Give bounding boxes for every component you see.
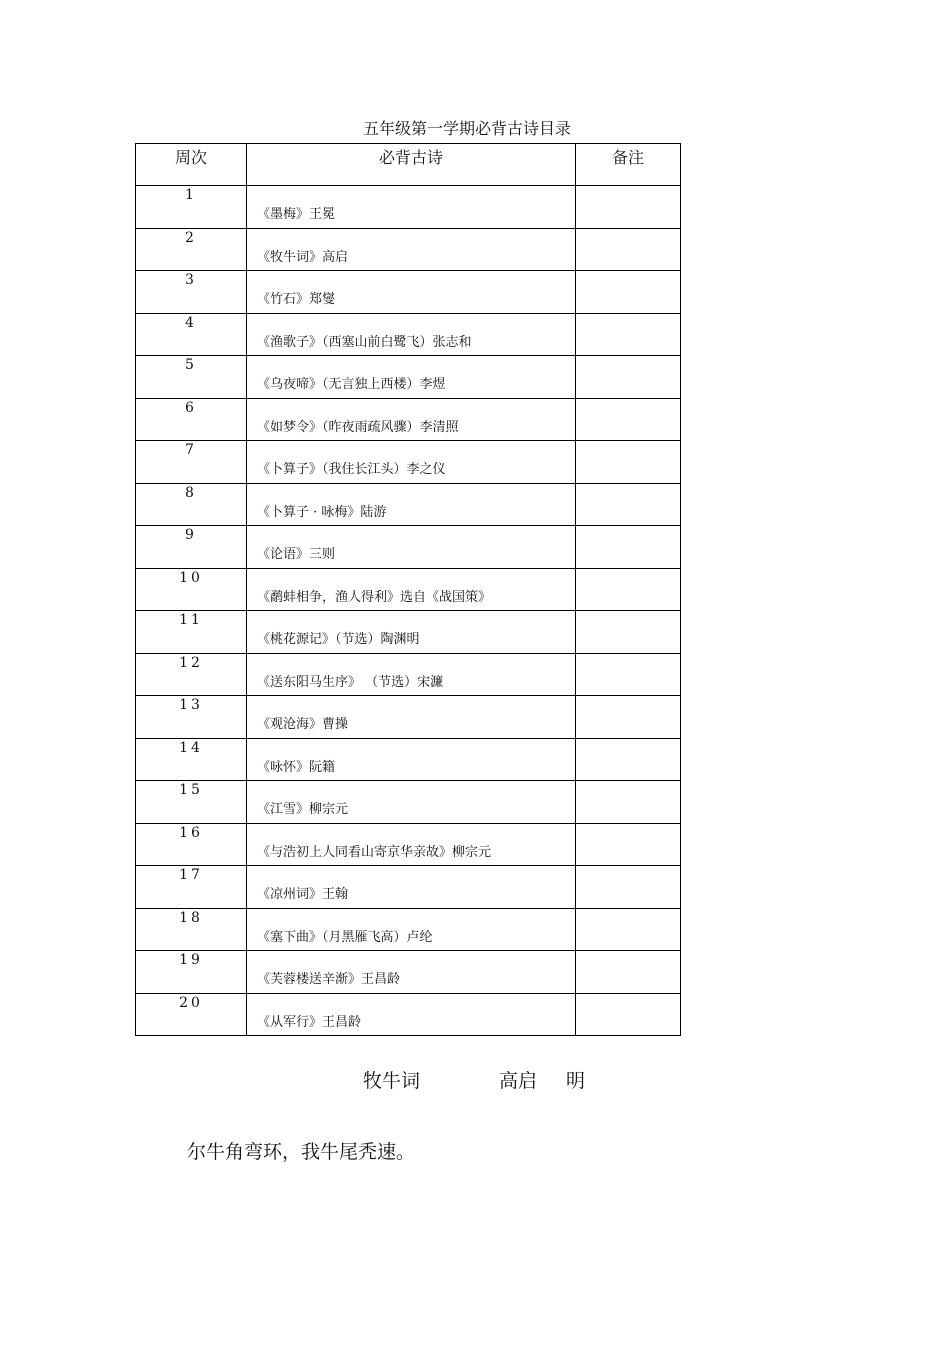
week-number: 12 (179, 654, 203, 671)
poem-cell (247, 441, 576, 484)
note-cell (576, 398, 681, 441)
table-row (136, 441, 681, 484)
poem-cell (247, 356, 576, 399)
note-cell (576, 611, 681, 654)
week-cell (136, 313, 247, 356)
note-cell (576, 526, 681, 569)
note-cell (576, 823, 681, 866)
table-row (136, 356, 681, 399)
week-cell (136, 866, 247, 909)
week-cell (136, 781, 247, 824)
poem-column-header: 必背古诗 (247, 144, 576, 186)
note-cell (576, 951, 681, 994)
poem-entry: 《观沧海》曹操 (257, 717, 349, 732)
week-cell (136, 441, 247, 484)
table-row (136, 823, 681, 866)
poem-entry: 《渔歌子》（西塞山前白鹭飞）张志和 (257, 334, 472, 350)
poem-entry: 《牧牛词》高启 (257, 249, 349, 265)
week-number: 20 (179, 994, 203, 1011)
note-cell (576, 781, 681, 824)
table-row (136, 398, 681, 441)
poem-entry: 《芙蓉楼送辛渐》王昌龄 (257, 972, 401, 987)
poem-entry: 《鹬蚌相争，渔人得利》选自《战国策》 (257, 589, 492, 605)
poem-cell (247, 993, 576, 1036)
poem-cell (247, 653, 576, 696)
week-number: 19 (179, 952, 203, 968)
week-column-header: 周次 (136, 144, 247, 186)
poem-entry: 《卜算子 · 咏梅》陆游 (257, 504, 387, 520)
poem-line: 尔牛角弯环，我牛尾秃速。 (187, 1141, 416, 1163)
table-body (136, 186, 681, 1036)
week-number: 8 (185, 484, 197, 501)
week-number: 1 (185, 187, 197, 203)
poem-entry: 《乌夜啼》（无言独上西楼）李煜 (257, 377, 446, 392)
note-cell (576, 186, 681, 229)
note-cell (576, 271, 681, 314)
poem-entry: 《咏怀》阮籍 (257, 759, 336, 775)
poem-entry: 《从军行》王昌龄 (257, 1014, 362, 1030)
week-number: 14 (179, 739, 203, 756)
poem-cell (247, 271, 576, 314)
poem-list-table (135, 143, 681, 1036)
poem-entry: 《卜算子》（我住长江头）李之仪 (257, 462, 446, 477)
week-cell (136, 908, 247, 951)
table-row (136, 568, 681, 611)
note-cell (576, 653, 681, 696)
note-cell (576, 441, 681, 484)
table-row (136, 738, 681, 781)
week-number: 11 (179, 612, 203, 628)
note-cell (576, 356, 681, 399)
poem-cell (247, 526, 576, 569)
week-number: 4 (185, 314, 197, 331)
poem-cell (247, 568, 576, 611)
week-number: 3 (185, 272, 197, 288)
note-cell (576, 993, 681, 1036)
table-row (136, 781, 681, 824)
poem-cell (247, 823, 576, 866)
poem-entry: 《江雪》柳宗元 (257, 802, 349, 817)
poem-cell (247, 908, 576, 951)
note-cell (576, 313, 681, 356)
week-cell (136, 653, 247, 696)
poem-cell (247, 781, 576, 824)
week-number: 5 (185, 357, 197, 373)
note-cell (576, 483, 681, 526)
week-number: 18 (179, 909, 203, 926)
poem-entry: 《墨梅》王冕 (257, 207, 336, 222)
table-row (136, 908, 681, 951)
week-cell (136, 696, 247, 739)
week-cell (136, 483, 247, 526)
table-header-row (136, 144, 681, 186)
note-cell (576, 738, 681, 781)
note-cell (576, 228, 681, 271)
poem-entry: 《论语》三则 (257, 547, 336, 562)
poem-entry: 《桃花源记》（节选）陶渊明 (257, 632, 420, 647)
table-row (136, 271, 681, 314)
table-row (136, 951, 681, 994)
poem-cell (247, 313, 576, 356)
poem-entry: 《与浩初上人同看山寄京华亲故》柳宗元 (257, 844, 492, 860)
week-cell (136, 228, 247, 271)
week-cell (136, 398, 247, 441)
table-row (136, 866, 681, 909)
week-number: 10 (179, 569, 203, 586)
poem-cell (247, 738, 576, 781)
poem-entry: 《送东阳马生序》 （节选）宋濂 (257, 674, 444, 690)
week-number: 9 (185, 527, 197, 543)
poem-author: 高启 (499, 1070, 538, 1092)
poem-cell (247, 398, 576, 441)
poem-cell (247, 696, 576, 739)
poem-entry: 《竹石》郑燮 (257, 292, 336, 307)
poem-entry: 《如梦令》（昨夜雨疏风骤）李清照 (257, 419, 459, 435)
week-cell (136, 356, 247, 399)
week-number: 17 (179, 867, 203, 883)
week-cell (136, 271, 247, 314)
poem-title: 牧牛词 (363, 1070, 421, 1092)
table-row (136, 228, 681, 271)
document-title: 五年级第一学期必背古诗目录 (362, 119, 571, 138)
table-row (136, 993, 681, 1036)
table-row (136, 696, 681, 739)
note-cell (576, 696, 681, 739)
week-cell (136, 823, 247, 866)
week-number: 16 (179, 824, 203, 841)
poem-dynasty: 明 (566, 1070, 586, 1092)
poem-cell (247, 951, 576, 994)
poem-cell (247, 186, 576, 229)
poem-cell (247, 866, 576, 909)
week-number: 6 (185, 399, 197, 416)
poem-entry: 《凉州词》王翰 (257, 887, 349, 902)
note-cell (576, 908, 681, 951)
poem-entry: 《塞下曲》（月黑雁飞高）卢纶 (257, 929, 433, 945)
week-cell (136, 611, 247, 654)
note-cell (576, 866, 681, 909)
note-cell (576, 568, 681, 611)
week-number: 2 (185, 229, 197, 246)
table-row (136, 483, 681, 526)
week-cell (136, 738, 247, 781)
table-row (136, 186, 681, 229)
week-cell (136, 951, 247, 994)
poem-cell (247, 228, 576, 271)
poem-cell (247, 611, 576, 654)
week-number: 7 (185, 442, 197, 458)
table-row (136, 526, 681, 569)
poem-cell (247, 483, 576, 526)
note-column-header: 备注 (576, 144, 681, 186)
week-cell (136, 568, 247, 611)
week-number: 15 (179, 782, 203, 798)
week-number: 13 (179, 697, 203, 713)
table-row (136, 653, 681, 696)
week-cell (136, 526, 247, 569)
table-row (136, 313, 681, 356)
week-cell (136, 993, 247, 1036)
table-row (136, 611, 681, 654)
week-cell (136, 186, 247, 229)
